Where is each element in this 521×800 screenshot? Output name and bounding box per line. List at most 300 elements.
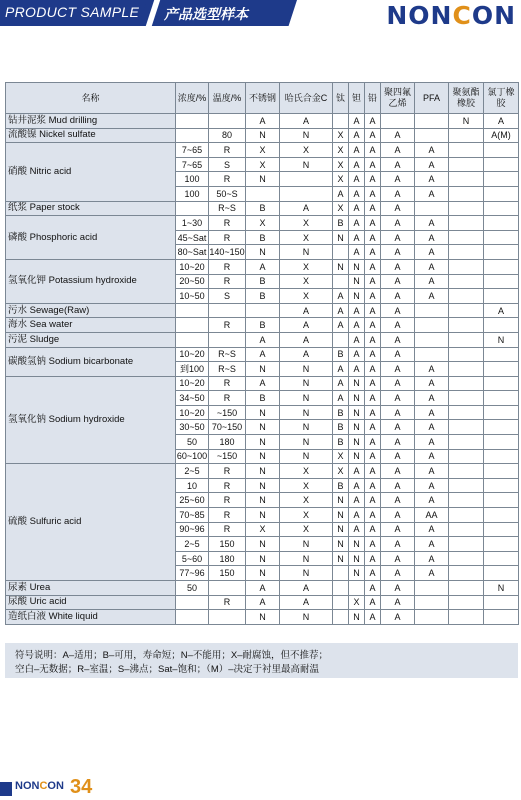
table-cell: N	[246, 464, 280, 479]
table-cell: A	[349, 186, 365, 201]
table-cell	[449, 274, 484, 289]
footer-bar	[0, 782, 12, 796]
table-cell	[484, 464, 519, 479]
table-cell: A	[365, 114, 381, 129]
table-cell	[484, 551, 519, 566]
table-cell: A	[349, 172, 365, 187]
table-cell	[449, 318, 484, 333]
table-cell	[484, 508, 519, 523]
table-cell: A	[381, 332, 415, 347]
table-cell: 10~20	[176, 259, 209, 274]
column-header: 钽	[349, 83, 365, 114]
table-cell	[484, 566, 519, 581]
header-left-band	[0, 0, 150, 26]
table-cell: 2~5	[176, 537, 209, 552]
table-cell: A(M)	[484, 128, 519, 143]
medium-name: 污水 Sewage(Raw)	[6, 303, 176, 318]
table-cell: N	[246, 610, 280, 625]
table-cell: A	[365, 245, 381, 260]
table-cell: A	[365, 376, 381, 391]
table-cell: A	[365, 610, 381, 625]
table-cell: A	[365, 128, 381, 143]
table-cell: A	[349, 201, 365, 216]
table-cell: 100	[176, 172, 209, 187]
table-cell: A	[246, 259, 280, 274]
table-cell: A	[365, 362, 381, 377]
table-cell: A	[365, 172, 381, 187]
table-cell: A	[381, 186, 415, 201]
table-cell: N	[280, 435, 333, 450]
table-cell: A	[415, 537, 449, 552]
table-cell: N	[484, 581, 519, 596]
table-cell: X	[280, 464, 333, 479]
table-cell: A	[484, 114, 519, 129]
table-cell: A	[415, 405, 449, 420]
table-cell	[333, 566, 349, 581]
table-cell: R	[209, 464, 246, 479]
medium-name: 氢氧化钠 Sodium hydroxide	[6, 376, 176, 464]
compatibility-table	[5, 82, 519, 625]
table-cell: A	[381, 274, 415, 289]
table-cell	[381, 114, 415, 129]
table-cell	[349, 581, 365, 596]
table-row	[6, 581, 519, 596]
table-cell: A	[381, 230, 415, 245]
table-cell: N	[246, 537, 280, 552]
table-cell: A	[415, 289, 449, 304]
table-cell: A	[415, 420, 449, 435]
table-cell: 80	[209, 128, 246, 143]
header-title: 产品选型样本	[164, 6, 248, 22]
table-cell: A	[415, 449, 449, 464]
table-cell: 7~65	[176, 143, 209, 158]
column-header: 浓度/%	[176, 83, 209, 114]
table-cell	[449, 478, 484, 493]
table-cell: A	[349, 493, 365, 508]
table-cell: N	[246, 128, 280, 143]
table-cell: 77~96	[176, 566, 209, 581]
table-cell: A	[415, 230, 449, 245]
table-cell: A	[381, 581, 415, 596]
table-cell: A	[349, 478, 365, 493]
table-cell: N	[349, 405, 365, 420]
table-cell	[209, 610, 246, 625]
table-cell: 1~30	[176, 216, 209, 231]
table-row	[6, 610, 519, 625]
table-cell: A	[349, 245, 365, 260]
table-cell: 10~20	[176, 376, 209, 391]
page-number: 34	[70, 776, 93, 798]
table-cell: N	[280, 420, 333, 435]
table-cell: N	[349, 537, 365, 552]
table-row	[6, 114, 519, 129]
table-cell: A	[381, 216, 415, 231]
table-cell: R	[209, 493, 246, 508]
table-row	[6, 332, 519, 347]
table-cell: A	[415, 435, 449, 450]
table-cell: A	[365, 522, 381, 537]
table-row	[6, 376, 519, 391]
table-cell: A	[280, 303, 333, 318]
table-cell: B	[333, 216, 349, 231]
table-cell	[333, 610, 349, 625]
table-cell	[449, 172, 484, 187]
table-cell: A	[349, 347, 365, 362]
table-cell	[449, 376, 484, 391]
table-cell: X	[280, 216, 333, 231]
table-cell	[449, 551, 484, 566]
table-cell: A	[381, 201, 415, 216]
table-cell: A	[415, 478, 449, 493]
table-cell: N	[333, 551, 349, 566]
table-cell: A	[349, 157, 365, 172]
table-cell: A	[349, 522, 365, 537]
table-cell	[484, 230, 519, 245]
column-header: 名称	[6, 83, 176, 114]
table-cell: A	[333, 318, 349, 333]
table-cell: A	[349, 362, 365, 377]
table-cell: N	[449, 114, 484, 129]
table-cell: A	[365, 259, 381, 274]
table-row	[6, 595, 519, 610]
table-cell: A	[349, 230, 365, 245]
table-cell	[449, 216, 484, 231]
table-cell: A	[349, 508, 365, 523]
medium-name: 硫酸 Sulfuric acid	[6, 464, 176, 581]
table-cell: 30~50	[176, 420, 209, 435]
table-cell: B	[333, 347, 349, 362]
table-cell: A	[415, 464, 449, 479]
legend-line-2: 空白–无数据；R–室温；S–沸点；Sat–饱和；（M）–决定于衬里最高耐温	[15, 664, 320, 675]
table-cell: N	[349, 566, 365, 581]
table-cell: A	[415, 186, 449, 201]
table-cell	[449, 362, 484, 377]
table-cell: A	[333, 289, 349, 304]
table-cell: A	[381, 259, 415, 274]
table-cell	[484, 391, 519, 406]
table-cell: A	[280, 595, 333, 610]
table-cell: N	[280, 449, 333, 464]
table-cell: N	[349, 274, 365, 289]
table-cell: A	[280, 318, 333, 333]
table-cell	[415, 114, 449, 129]
table-cell: A	[365, 493, 381, 508]
table-cell: A	[365, 449, 381, 464]
table-cell: N	[333, 508, 349, 523]
table-cell: 10~20	[176, 347, 209, 362]
table-cell	[449, 581, 484, 596]
table-cell	[333, 332, 349, 347]
table-cell: 10~20	[176, 405, 209, 420]
table-row	[6, 303, 519, 318]
product-sample-label: PRODUCT SAMPLE	[5, 4, 140, 20]
table-cell: A	[333, 391, 349, 406]
table-cell: A	[333, 303, 349, 318]
table-cell: X	[349, 595, 365, 610]
table-cell: A	[280, 201, 333, 216]
table-cell	[484, 522, 519, 537]
table-cell	[176, 303, 209, 318]
table-cell: A	[365, 303, 381, 318]
table-cell	[415, 332, 449, 347]
table-cell	[484, 143, 519, 158]
table-cell	[415, 201, 449, 216]
table-cell: N	[349, 435, 365, 450]
column-header: 铅	[365, 83, 381, 114]
table-cell: X	[246, 157, 280, 172]
table-cell: B	[246, 289, 280, 304]
table-cell: B	[246, 391, 280, 406]
table-cell	[246, 186, 280, 201]
table-cell: N	[246, 420, 280, 435]
table-cell	[176, 595, 209, 610]
table-cell	[449, 566, 484, 581]
table-cell: N	[484, 332, 519, 347]
table-cell: A	[415, 391, 449, 406]
table-cell: A	[381, 318, 415, 333]
table-cell: R	[209, 508, 246, 523]
table-cell: A	[381, 435, 415, 450]
table-cell: N	[246, 245, 280, 260]
table-cell: S	[209, 289, 246, 304]
table-cell: A	[381, 245, 415, 260]
table-cell	[449, 143, 484, 158]
table-cell	[415, 581, 449, 596]
table-cell: R	[209, 172, 246, 187]
table-cell: R	[209, 376, 246, 391]
table-cell: N	[280, 610, 333, 625]
table-cell: R	[209, 274, 246, 289]
table-cell	[449, 230, 484, 245]
table-cell: 100	[176, 186, 209, 201]
table-cell	[449, 186, 484, 201]
table-cell: A	[246, 376, 280, 391]
table-cell: A	[365, 391, 381, 406]
table-cell: 10	[176, 478, 209, 493]
table-cell: A	[365, 274, 381, 289]
table-cell: 34~50	[176, 391, 209, 406]
column-header: 温度/%	[209, 83, 246, 114]
table-cell: X	[280, 143, 333, 158]
table-cell: A	[365, 405, 381, 420]
table-cell: N	[246, 435, 280, 450]
table-cell: A	[381, 537, 415, 552]
table-cell: 90~96	[176, 522, 209, 537]
table-cell: N	[280, 551, 333, 566]
table-cell	[415, 610, 449, 625]
table-cell: A	[349, 216, 365, 231]
table-cell: B	[246, 274, 280, 289]
table-cell	[209, 332, 246, 347]
table-cell: N	[349, 376, 365, 391]
table-cell: A	[349, 303, 365, 318]
table-cell: A	[365, 464, 381, 479]
table-cell	[176, 114, 209, 129]
table-cell: ~150	[209, 405, 246, 420]
table-cell: A	[415, 551, 449, 566]
table-cell: A	[415, 157, 449, 172]
table-cell	[484, 157, 519, 172]
table-cell	[449, 157, 484, 172]
table-cell: N	[349, 551, 365, 566]
table-cell	[484, 435, 519, 450]
table-cell: A	[365, 201, 381, 216]
medium-name: 纸浆 Paper stock	[6, 201, 176, 216]
table-cell: A	[246, 114, 280, 129]
table-row	[6, 259, 519, 274]
table-cell: N	[349, 420, 365, 435]
table-row	[6, 347, 519, 362]
table-cell: N	[280, 376, 333, 391]
table-cell: A	[365, 420, 381, 435]
table-cell: R~S	[209, 362, 246, 377]
table-cell: N	[349, 610, 365, 625]
table-cell: A	[365, 347, 381, 362]
table-cell	[449, 332, 484, 347]
table-cell: A	[333, 186, 349, 201]
table-cell: B	[246, 230, 280, 245]
table-cell: N	[246, 551, 280, 566]
table-cell: X	[333, 201, 349, 216]
table-cell: N	[280, 362, 333, 377]
table-cell: A	[415, 274, 449, 289]
table-cell: 2~5	[176, 464, 209, 479]
table-cell	[484, 478, 519, 493]
table-cell	[449, 449, 484, 464]
table-cell	[333, 595, 349, 610]
table-cell	[449, 508, 484, 523]
table-cell: A	[415, 493, 449, 508]
table-cell: N	[280, 128, 333, 143]
footer-logo: NONCON	[15, 780, 64, 792]
table-cell: 70~150	[209, 420, 246, 435]
table-cell: N	[246, 493, 280, 508]
table-cell: R	[209, 259, 246, 274]
column-header: 钛	[333, 83, 349, 114]
table-cell: X	[246, 143, 280, 158]
table-cell	[449, 464, 484, 479]
table-cell: A	[365, 537, 381, 552]
table-cell	[484, 449, 519, 464]
table-cell: A	[381, 289, 415, 304]
table-cell: A	[365, 581, 381, 596]
table-cell	[449, 128, 484, 143]
table-cell: N	[349, 259, 365, 274]
table-cell: X	[280, 522, 333, 537]
table-cell: A	[381, 347, 415, 362]
table-cell: A	[381, 143, 415, 158]
table-row	[6, 464, 519, 479]
table-cell	[449, 420, 484, 435]
table-cell: A	[381, 449, 415, 464]
table-cell	[449, 303, 484, 318]
table-cell	[246, 303, 280, 318]
table-cell	[449, 493, 484, 508]
medium-name: 钻井泥浆 Mud drilling	[6, 114, 176, 129]
table-cell: A	[381, 172, 415, 187]
table-cell: A	[246, 581, 280, 596]
table-cell: A	[365, 186, 381, 201]
medium-name: 磷酸 Phosphoric acid	[6, 216, 176, 260]
table-cell: A	[349, 464, 365, 479]
table-cell: A	[381, 464, 415, 479]
table-cell: A	[381, 610, 415, 625]
table-row	[6, 201, 519, 216]
table-cell: B	[246, 318, 280, 333]
table-cell	[209, 581, 246, 596]
table-cell	[449, 259, 484, 274]
table-cell: A	[365, 508, 381, 523]
noncon-logo: NONCON	[386, 1, 516, 30]
table-cell: A	[381, 478, 415, 493]
page-footer	[0, 776, 521, 800]
table-cell: N	[246, 566, 280, 581]
table-cell: N	[333, 522, 349, 537]
table-cell: N	[246, 362, 280, 377]
table-cell: X	[280, 230, 333, 245]
table-cell: A	[415, 362, 449, 377]
table-cell: A	[381, 566, 415, 581]
table-cell: X	[333, 449, 349, 464]
table-cell: A	[381, 128, 415, 143]
table-cell: 45~Sat	[176, 230, 209, 245]
table-cell: 25~60	[176, 493, 209, 508]
table-cell: 70~85	[176, 508, 209, 523]
table-row	[6, 318, 519, 333]
table-cell: N	[349, 391, 365, 406]
table-cell: A	[365, 566, 381, 581]
column-header: 哈氏合金C	[280, 83, 333, 114]
table-cell	[280, 186, 333, 201]
table-cell: 50	[176, 435, 209, 450]
table-cell: A	[365, 551, 381, 566]
table-cell	[449, 245, 484, 260]
table-row	[6, 216, 519, 231]
table-row	[6, 143, 519, 158]
table-cell	[484, 274, 519, 289]
table-cell: X	[333, 143, 349, 158]
table-cell	[449, 391, 484, 406]
table-cell: 150	[209, 537, 246, 552]
table-cell: R~S	[209, 201, 246, 216]
table-cell: 50~S	[209, 186, 246, 201]
table-cell	[484, 610, 519, 625]
column-header: 不锈钢	[246, 83, 280, 114]
table-cell	[449, 610, 484, 625]
table-cell: A	[333, 362, 349, 377]
table-cell	[449, 347, 484, 362]
table-cell: X	[246, 216, 280, 231]
table-cell: S	[209, 157, 246, 172]
table-cell: A	[415, 172, 449, 187]
table-cell: A	[333, 376, 349, 391]
table-cell: A	[381, 157, 415, 172]
table-cell: AA	[415, 508, 449, 523]
table-cell	[484, 289, 519, 304]
table-cell: A	[349, 332, 365, 347]
table-cell: N	[246, 449, 280, 464]
table-cell: A	[246, 332, 280, 347]
table-cell: A	[280, 114, 333, 129]
table-cell	[333, 274, 349, 289]
table-cell: N	[246, 405, 280, 420]
table-cell: 50	[176, 581, 209, 596]
legend-line-1: 符号说明：A–适用；B–可用，寿命短；N–不能用；X–耐腐蚀，但不推荐；	[15, 650, 329, 661]
medium-name: 硝酸 Nitric acid	[6, 143, 176, 201]
table-cell: A	[280, 332, 333, 347]
table-cell	[484, 186, 519, 201]
medium-name: 尿素 Urea	[6, 581, 176, 596]
